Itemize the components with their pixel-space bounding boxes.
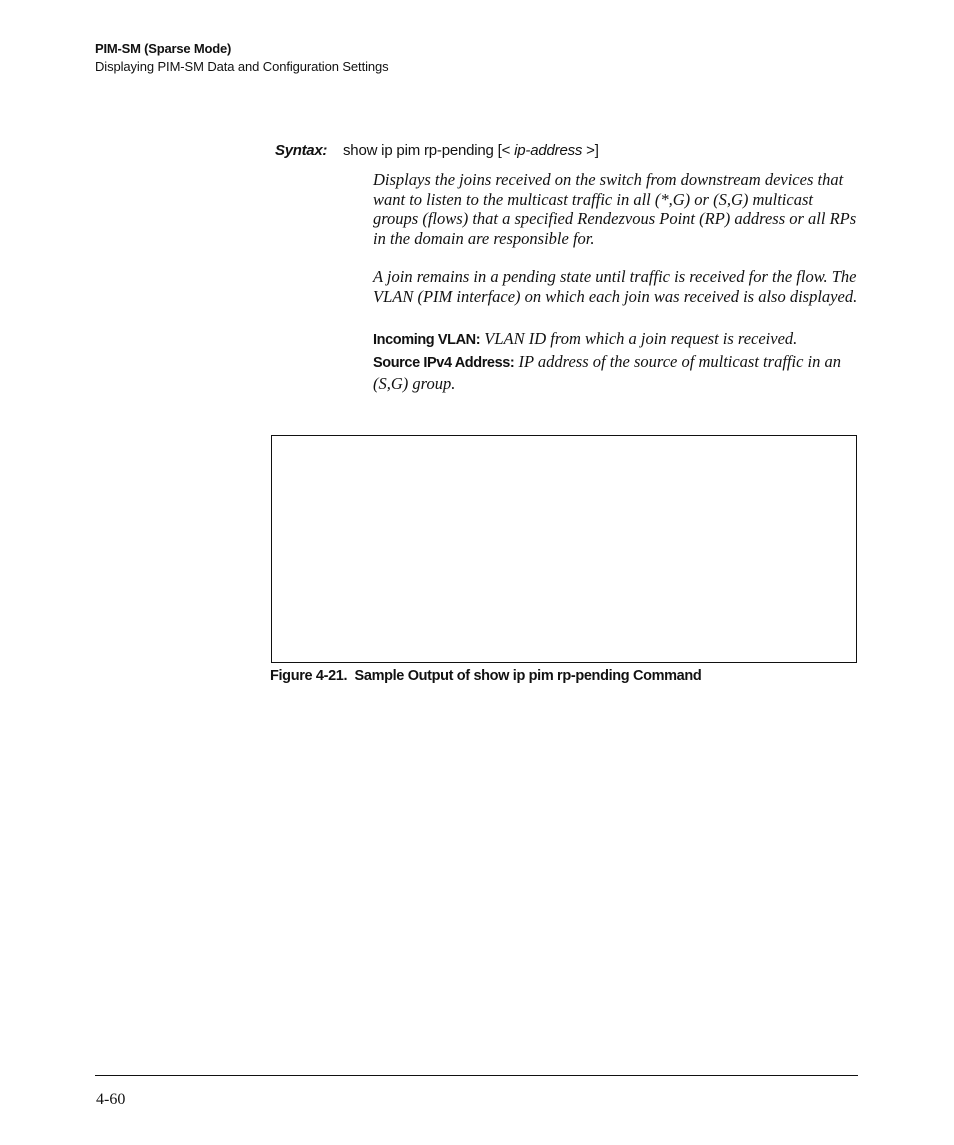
running-header-section: Displaying PIM-SM Data and Configuration Settings [95, 59, 389, 74]
syntax-argument: ip-address [514, 142, 583, 159]
description-paragraph-1 [373, 170, 858, 248]
syntax-label: Syntax: [275, 142, 328, 159]
figure-sample-output-box [271, 435, 857, 663]
description-text-1: Displays the joins received on the switch from downstream devices that want to listen to the multicast traffic in all (*,G) or (S,G) multicast groups (flows) that a specified Rendezvous Point (RP) address or all RPs in the domain are responsible for. [373, 170, 857, 248]
page-number: 4-60 [96, 1091, 126, 1108]
syntax-command [343, 142, 599, 159]
parameter-description: VLAN ID from which a join request is received. [484, 329, 798, 348]
parameter-incoming-vlan [373, 329, 858, 351]
footer-divider [95, 1075, 858, 1076]
parameter-source-ipv4-address [373, 352, 858, 393]
syntax-command-suffix: >] [582, 142, 599, 159]
figure-caption: Figure 4-21. Sample Output of show ip pim rp-pending Command [270, 668, 702, 684]
description-paragraph-2 [373, 267, 858, 306]
parameter-label: Source IPv4 Address: [373, 355, 515, 371]
parameter-label: Incoming VLAN: [373, 332, 481, 348]
parameter-description: IP address of the source of multicast traffic in an (S,G) group. [373, 352, 841, 393]
description-text-2: A join remains in a pending state until traffic is received for the flow. The VLAN (PIM interface) on which each join was received is also displayed. [373, 267, 858, 306]
syntax-command-prefix: show ip pim rp-pending [< [343, 142, 515, 159]
running-header-chapter: PIM-SM (Sparse Mode) [95, 41, 232, 56]
